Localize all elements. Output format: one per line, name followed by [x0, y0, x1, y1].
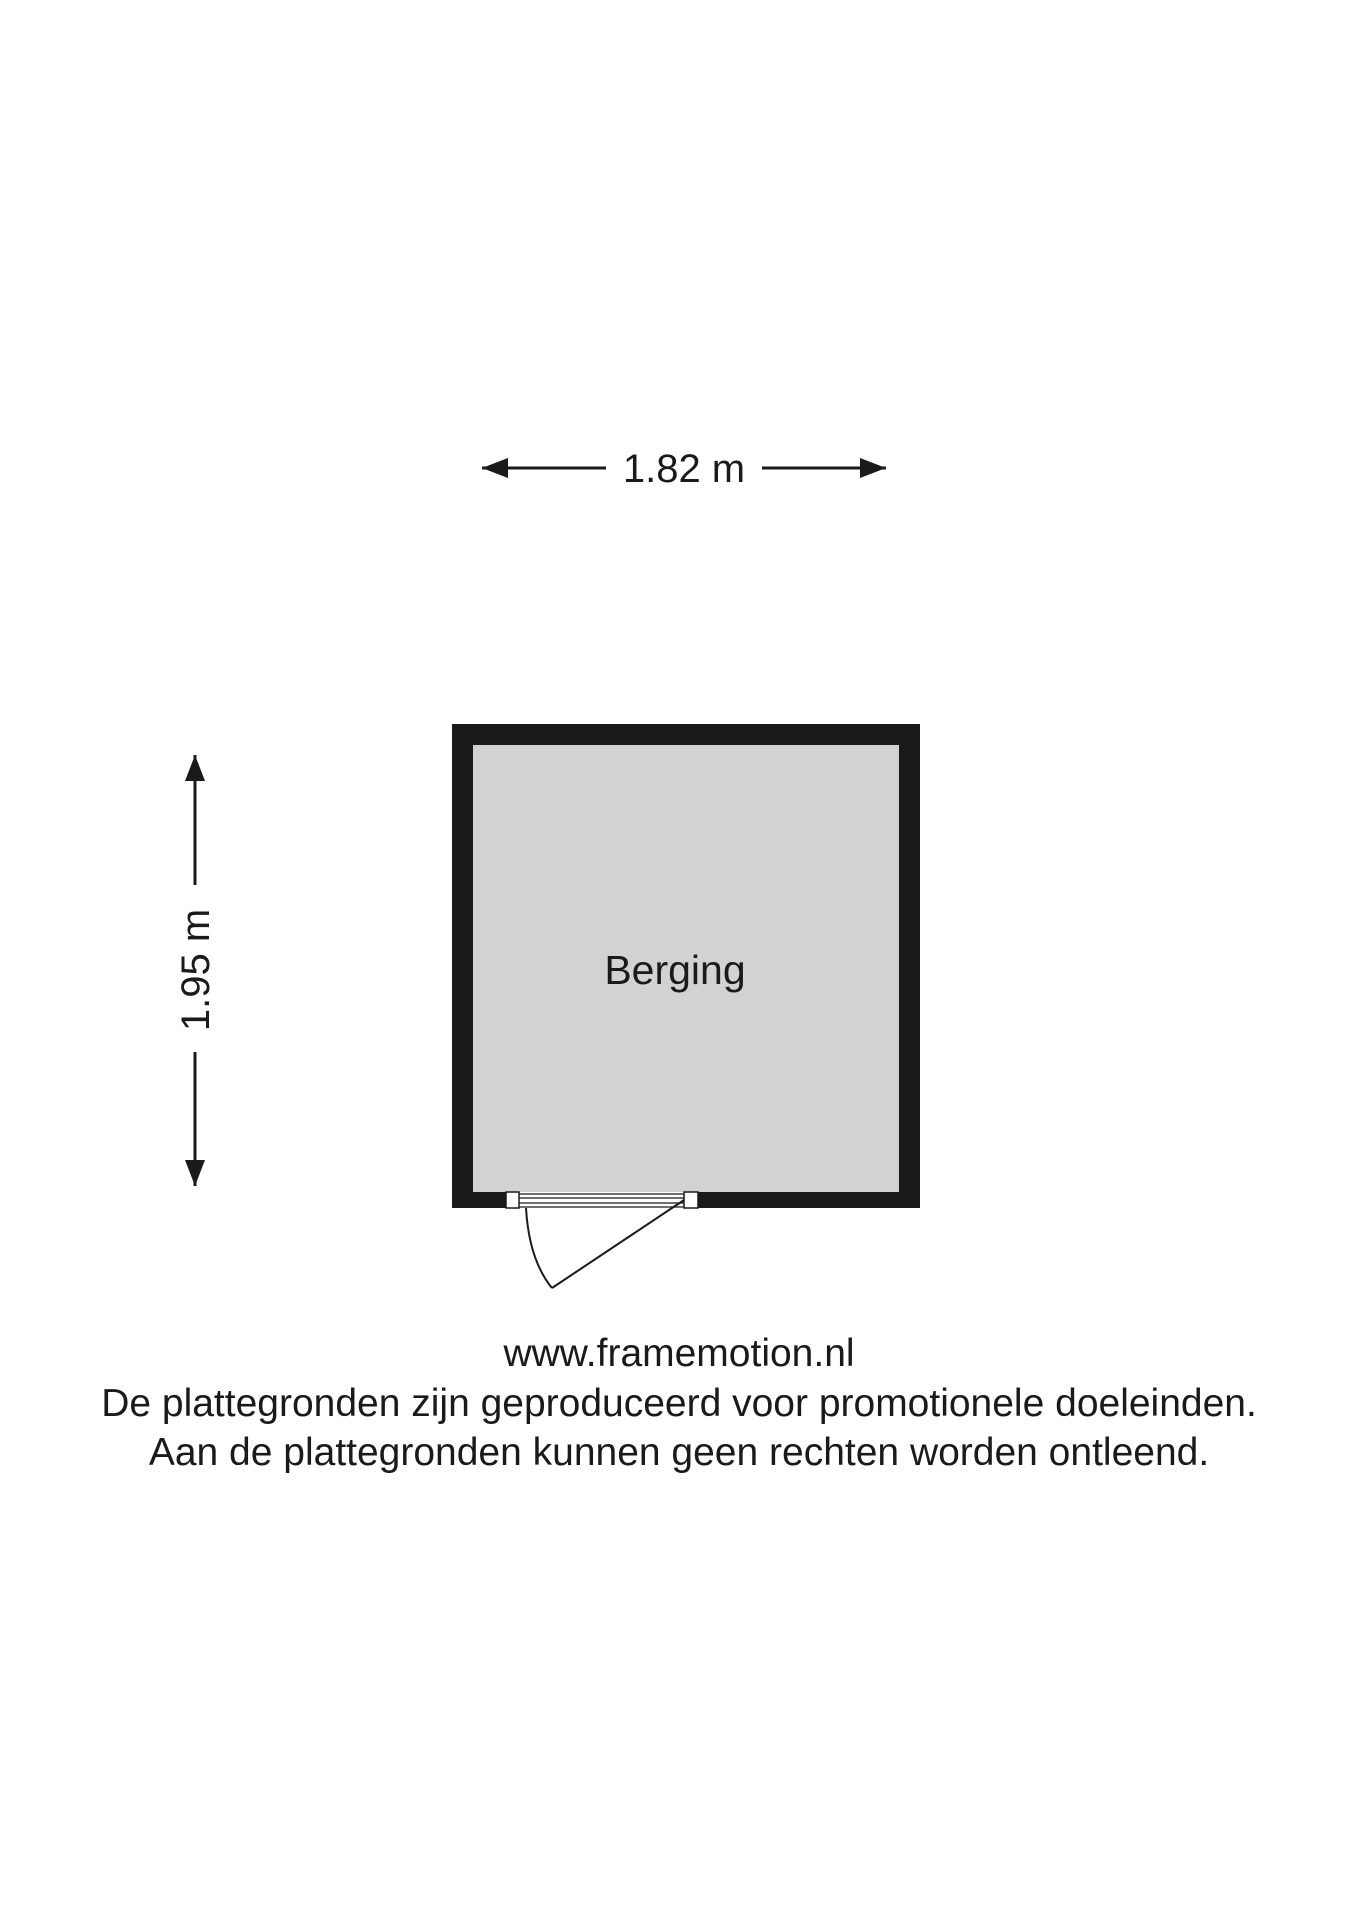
wall-bottom-left	[452, 1192, 506, 1208]
wall-left	[452, 724, 473, 1208]
wall-right	[899, 724, 920, 1208]
arrow-up-icon	[185, 755, 205, 781]
arrow-right-icon	[860, 458, 886, 478]
depth-dimension	[174, 755, 218, 1186]
door-leaf	[552, 1200, 684, 1288]
room-label: Berging	[604, 947, 746, 993]
width-dimension	[482, 447, 886, 491]
footer-disclaimer-line-2: Aan de plattegronden kunnen geen rechten worden ontleend.	[148, 1431, 1210, 1474]
wall-top	[452, 724, 920, 745]
depth-label: 1.95 m	[174, 908, 218, 1032]
arrow-down-icon	[185, 1160, 205, 1186]
footer-url: www.framemotion.nl	[503, 1332, 855, 1375]
door-jamb-left	[506, 1192, 519, 1208]
room-berging	[452, 724, 920, 1288]
door-swing-arc	[526, 1208, 552, 1288]
footer-disclaimer-line-1: De plattegronden zijn geproduceerd voor promotionele doeleinden.	[101, 1382, 1257, 1425]
door	[506, 1192, 698, 1288]
door-jamb-right	[684, 1192, 698, 1208]
wall-bottom-right	[698, 1192, 920, 1208]
width-label: 1.82 m	[622, 447, 746, 491]
arrow-left-icon	[482, 458, 508, 478]
